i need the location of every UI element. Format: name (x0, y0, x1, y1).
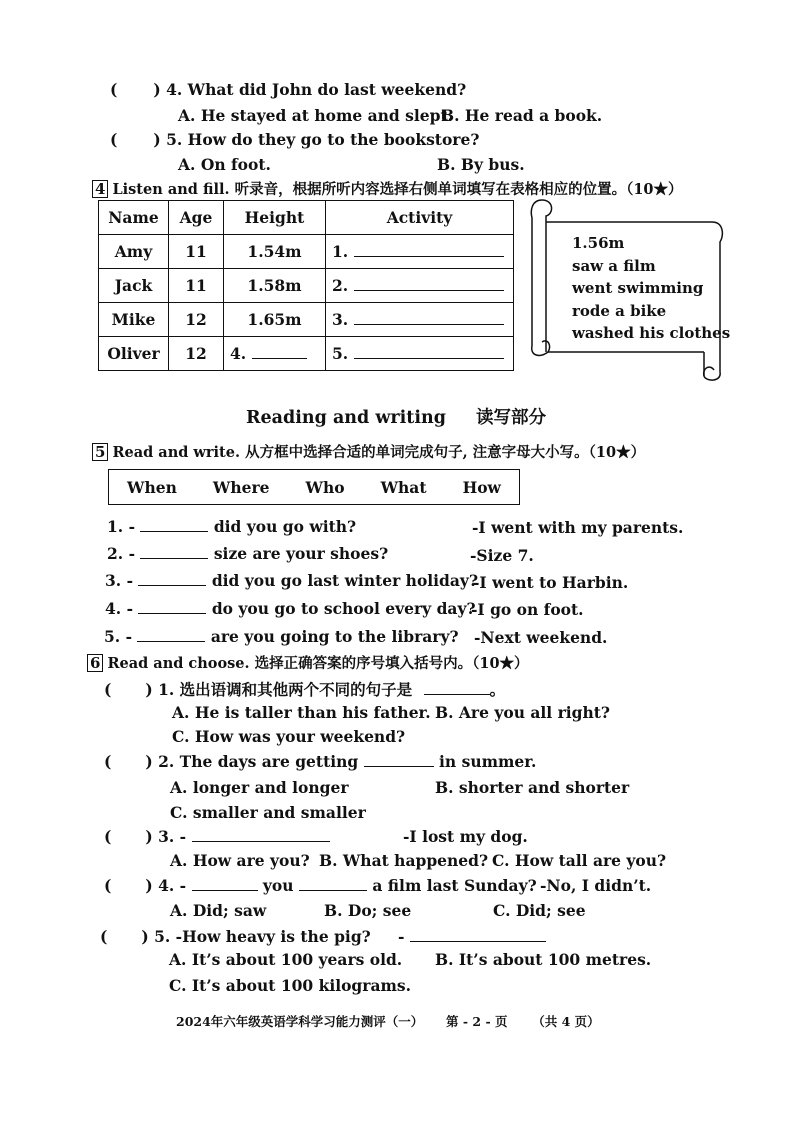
s5-item: 1. - did you go with? (107, 517, 357, 536)
section4-title: Listen and fill. 听录音，根据所听内容选择右侧单词填写在表格相应的位置。（10★） (112, 181, 683, 198)
cell-name: Jack (99, 269, 169, 303)
header-activity: Activity (326, 201, 514, 235)
s5-item: 4. - do you go to school every day? (105, 599, 476, 618)
word-option: What (380, 477, 427, 497)
s6-q5-option-c: C. It’s about 100 kilograms. (169, 976, 412, 995)
s5-answer: -I go on foot. (471, 600, 584, 619)
table-header-row (99, 201, 514, 235)
s6-q4-reply: -No, I didn’t. (540, 876, 652, 895)
s6-q4-option-c: C. Did; see (493, 901, 586, 920)
s6-q5: ( ) 5. -How heavy is the pig? (100, 927, 371, 946)
s6-q4: ( ) 4. - you a film last Sunday? (104, 876, 537, 895)
s5-answer: -Next weekend. (474, 628, 608, 647)
q3-5: ( ) 5. How do they go to the bookstore? (110, 130, 480, 149)
s6-q5-option-b: B. It’s about 100 metres. (435, 950, 652, 969)
word-option: Where (212, 477, 270, 497)
header-age: Age (169, 201, 224, 235)
answer-blank[interactable] (354, 276, 504, 291)
word-option: rode a bike (572, 301, 667, 320)
footer-total: （共 4 页） (532, 1014, 600, 1029)
answer-blank[interactable] (299, 876, 367, 891)
word-option: Who (305, 477, 345, 497)
answer-blank[interactable] (252, 344, 307, 359)
cell-height: 1.54m (224, 235, 326, 269)
cell-height: 1.65m (224, 303, 326, 337)
cell-name: Oliver (99, 337, 169, 371)
s6-q2: ( ) 2. The days are getting in summer. (104, 752, 537, 771)
header-height: Height (224, 201, 326, 235)
cell-age: 12 (169, 337, 224, 371)
s6-q2-option-c: C. smaller and smaller (170, 803, 366, 822)
footer-page: 第 - 2 - 页 (446, 1014, 508, 1029)
cell-height: 1.58m (224, 269, 326, 303)
listen-fill-table (98, 200, 514, 371)
section6-number: 6 (87, 654, 103, 672)
s6-q1-option-c: C. How was your weekend? (172, 727, 406, 746)
s6-q1-option-a: A. He is taller than his father. (172, 703, 431, 722)
answer-blank[interactable] (137, 627, 205, 642)
section6-title: Read and choose. 选择正确答案的序号填入括号内。（10★） (107, 655, 529, 672)
word-box (108, 469, 520, 505)
answer-blank[interactable] (424, 680, 490, 695)
q3-5-text: How do they go to the bookstore? (187, 130, 480, 149)
cell-height: 4. (224, 337, 326, 371)
s5-answer: -I went to Harbin. (473, 573, 629, 592)
cell-age: 12 (169, 303, 224, 337)
part-heading-en: Reading and writing (246, 408, 446, 428)
s6-q5-option-a: A. It’s about 100 years old. (169, 950, 403, 969)
section5-number: 5 (92, 443, 108, 461)
table-row (99, 269, 514, 303)
part-heading-cn: 读写部分 (475, 408, 546, 428)
page-footer (176, 1012, 600, 1030)
s6-q3-option-b: B. What happened? (319, 851, 489, 870)
section5-title: Read and write. 从方框中选择合适的单词完成句子, 注意字母大小写。（10★） (112, 444, 646, 461)
table-row (99, 337, 514, 371)
s6-q5-answer-line: - (398, 927, 546, 946)
q3-4-option-b: B. He read a book. (441, 106, 603, 125)
table-row (99, 303, 514, 337)
word-option: When (127, 477, 177, 497)
cell-age: 11 (169, 269, 224, 303)
s6-q1: ( ) 1. 选出语调和其他两个不同的句子是 。 (104, 680, 506, 699)
s5-answer: -I went with my parents. (472, 518, 684, 537)
answer-blank[interactable] (140, 544, 208, 559)
s6-q3-option-c: C. How tall are you? (492, 851, 667, 870)
s5-item: 2. - size are your shoes? (107, 544, 389, 563)
scroll-word-bank (572, 232, 730, 345)
answer-blank[interactable] (364, 752, 434, 767)
cell-name: Mike (99, 303, 169, 337)
q3-5-option-b: B. By bus. (437, 155, 525, 174)
cell-age: 11 (169, 235, 224, 269)
answer-blank[interactable] (410, 927, 546, 942)
section5-heading (92, 441, 645, 462)
footer-title: 2024年六年级英语学科学习能力测评（一） (176, 1014, 424, 1029)
s6-q3-option-a: A. How are you? (170, 851, 310, 870)
word-option: How (462, 477, 501, 497)
q3-4: ( ) 4. What did John do last weekend? (110, 80, 467, 99)
s6-q4-option-b: B. Do; see (324, 901, 412, 920)
s5-item: 5. - are you going to the library? (104, 627, 459, 646)
q3-5-option-a: A. On foot. (178, 155, 271, 174)
s6-q2-option-a: A. longer and longer (170, 778, 349, 797)
answer-blank[interactable] (192, 827, 330, 842)
s6-q3: ( ) 3. - (104, 827, 330, 846)
cell-name: Amy (99, 235, 169, 269)
q3-4-text: What did John do last weekend? (187, 80, 467, 99)
header-name: Name (99, 201, 169, 235)
word-option: saw a film (572, 256, 656, 275)
cell-activity: 3. (326, 303, 514, 337)
answer-blank[interactable] (140, 517, 208, 532)
cell-activity: 5. (326, 337, 514, 371)
table-row (99, 235, 514, 269)
s6-q4-option-a: A. Did; saw (170, 901, 267, 920)
answer-blank[interactable] (138, 571, 206, 586)
s5-item: 3. - did you go last winter holiday? (105, 571, 479, 590)
answer-blank[interactable] (354, 242, 504, 257)
s5-answer: -Size 7. (470, 546, 534, 565)
cell-activity: 1. (326, 235, 514, 269)
answer-blank[interactable] (354, 344, 504, 359)
s6-q2-option-b: B. shorter and shorter (435, 778, 630, 797)
cell-activity: 2. (326, 269, 514, 303)
s6-q1-option-b: B. Are you all right? (435, 703, 610, 722)
answer-blank[interactable] (192, 876, 258, 891)
s6-q3-reply: -I lost my dog. (403, 827, 528, 846)
word-option: 1.56m (572, 234, 625, 252)
section4-number: 4 (92, 180, 108, 198)
part-heading (246, 404, 546, 429)
q3-4-option-a: A. He stayed at home and slept. (178, 106, 454, 125)
answer-blank[interactable] (138, 599, 206, 614)
answer-blank[interactable] (354, 310, 504, 325)
word-option: washed his clothes (572, 324, 731, 342)
word-option: went swimming (572, 279, 704, 297)
section6-heading (87, 652, 529, 673)
